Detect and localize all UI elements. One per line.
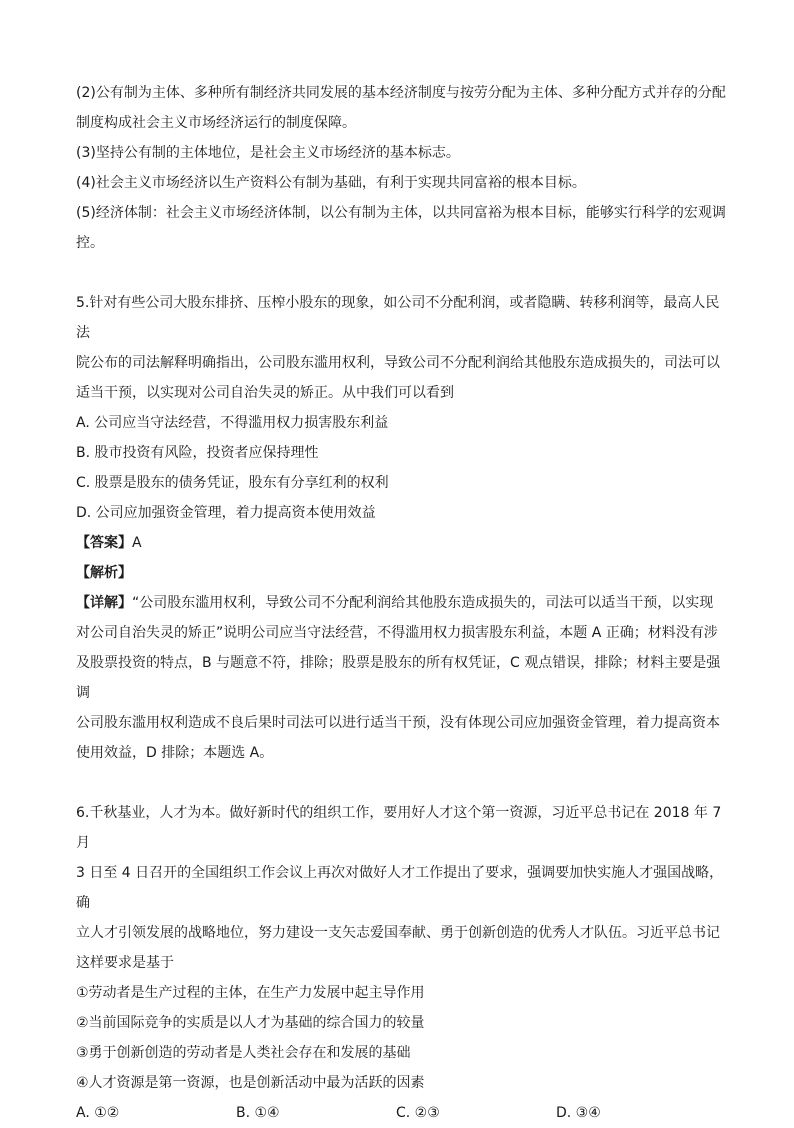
question-5 — [76, 288, 726, 768]
prev-answer-section — [76, 78, 726, 258]
q6-stem-line-4: 这样要求是基于 — [76, 955, 174, 971]
point-2-line-1: (2)公有制为主体、多种所有制经济共同发展的基本经济制度与按劳分配为主体、多种分配方式并存的分配 — [76, 85, 726, 101]
point-2-line-2: 制度构成社会主义市场经济运行的制度保障。 — [76, 115, 356, 131]
q5-detail-line-1 — [76, 588, 726, 618]
answer-value: A — [132, 535, 142, 551]
point-4: (4)社会主义市场经济以生产资料公有制为基础，有利于实现共同富裕的根本目标。 — [76, 175, 586, 191]
q5-option-d: D. 公司应加强资金管理，着力提高资本使用效益 — [76, 505, 376, 521]
q6-option-d: D. ③④ — [556, 1105, 601, 1121]
q5-stem-line-3: 适当干预，以实现对公司自治失灵的矫正。从中我们可以看到 — [76, 385, 454, 401]
point-3: (3)坚持公有制的主体地位，是社会主义市场经济的基本标志。 — [76, 145, 460, 161]
q6-option-a: A. ①② — [76, 1105, 120, 1121]
q5-detail-line-5: 使用效益，D 排除；本题选 A。 — [76, 745, 274, 761]
q5-detail-line-4: 公司股东滥用权利造成不良后果时司法可以进行适当干预，没有体现公司应加强资金管理，着力提高资本 — [76, 715, 720, 731]
q5-answer — [76, 528, 726, 558]
q6-option-c: C. ②③ — [396, 1105, 440, 1121]
q6-item-2: ②当前国际竞争的实质是以人才为基础的综合国力的较量 — [76, 1015, 425, 1031]
q6-item-4: ④人才资源是第一资源，也是创新活动中最为活跃的因素 — [76, 1075, 425, 1091]
q5-option-a: A. 公司应当守法经营，不得滥用权力损害股东利益 — [76, 415, 389, 431]
q6-option-b: B. ①④ — [236, 1105, 280, 1121]
point-5-line-2: 控。 — [76, 235, 104, 251]
q5-option-c: C. 股票是股东的债务凭证，股东有分享红利的权利 — [76, 475, 389, 491]
q6-stem-line-2: 3 日至 4 日召开的全国组织工作会议上再次对做好人才工作提出了要求，强调要加快实施人才强国战略，确 — [76, 865, 724, 911]
answer-label: 【答案】 — [76, 535, 132, 551]
q6-stem-line-1: 6.千秋基业，人才为本。做好新时代的组织工作，要用好人才这个第一资源，习近平总书记在 2018 年 7 月 — [76, 805, 722, 851]
q6-stem-line-3: 立人才引领发展的战略地位，努力建设一支矢志爱国奉献、勇于创新创造的优秀人才队伍。习近平总书记 — [76, 925, 720, 941]
detail-text-1: “公司股东滥用权利，导致公司不分配利润给其他股东造成损失的，司法可以适当干预，以实现 — [132, 595, 714, 611]
detail-label: 【详解】 — [76, 595, 132, 611]
analysis-label: 【解析】 — [76, 565, 132, 581]
q5-detail-line-2: 对公司自治失灵的矫正”说明公司应当守法经营，不得滥用权力损害股东利益，本题 A 正确；材料没有涉 — [76, 625, 718, 641]
q5-detail-line-3: 及股票投资的特点，B 与题意不符，排除；股票是股东的所有权凭证，C 观点错误，排除；材料主要是强调 — [76, 655, 721, 701]
question-6 — [76, 798, 726, 1128]
q6-item-1: ①劳动者是生产过程的主体，在生产力发展中起主导作用 — [76, 985, 425, 1001]
q5-stem-line-1: 5.针对有些公司大股东排挤、压榨小股东的现象，如公司不分配利润，或者隐瞒、转移利润等，最高人民法 — [76, 295, 720, 341]
q5-stem-line-2: 院公布的司法解释明确指出，公司股东滥用权利，导致公司不分配利润给其他股东造成损失的，司法可以 — [76, 355, 720, 371]
point-5-line-1: (5)经济体制：社会主义市场经济体制，以公有制为主体，以共同富裕为根本目标，能够实行科学的宏观调 — [76, 205, 726, 221]
q5-option-b: B. 股市投资有风险，投资者应保持理性 — [76, 445, 319, 461]
q6-options-row — [76, 1098, 716, 1128]
q5-analysis-heading — [76, 558, 726, 588]
q6-item-3: ③勇于创新创造的劳动者是人类社会存在和发展的基础 — [76, 1045, 411, 1061]
document-page — [76, 78, 726, 1128]
